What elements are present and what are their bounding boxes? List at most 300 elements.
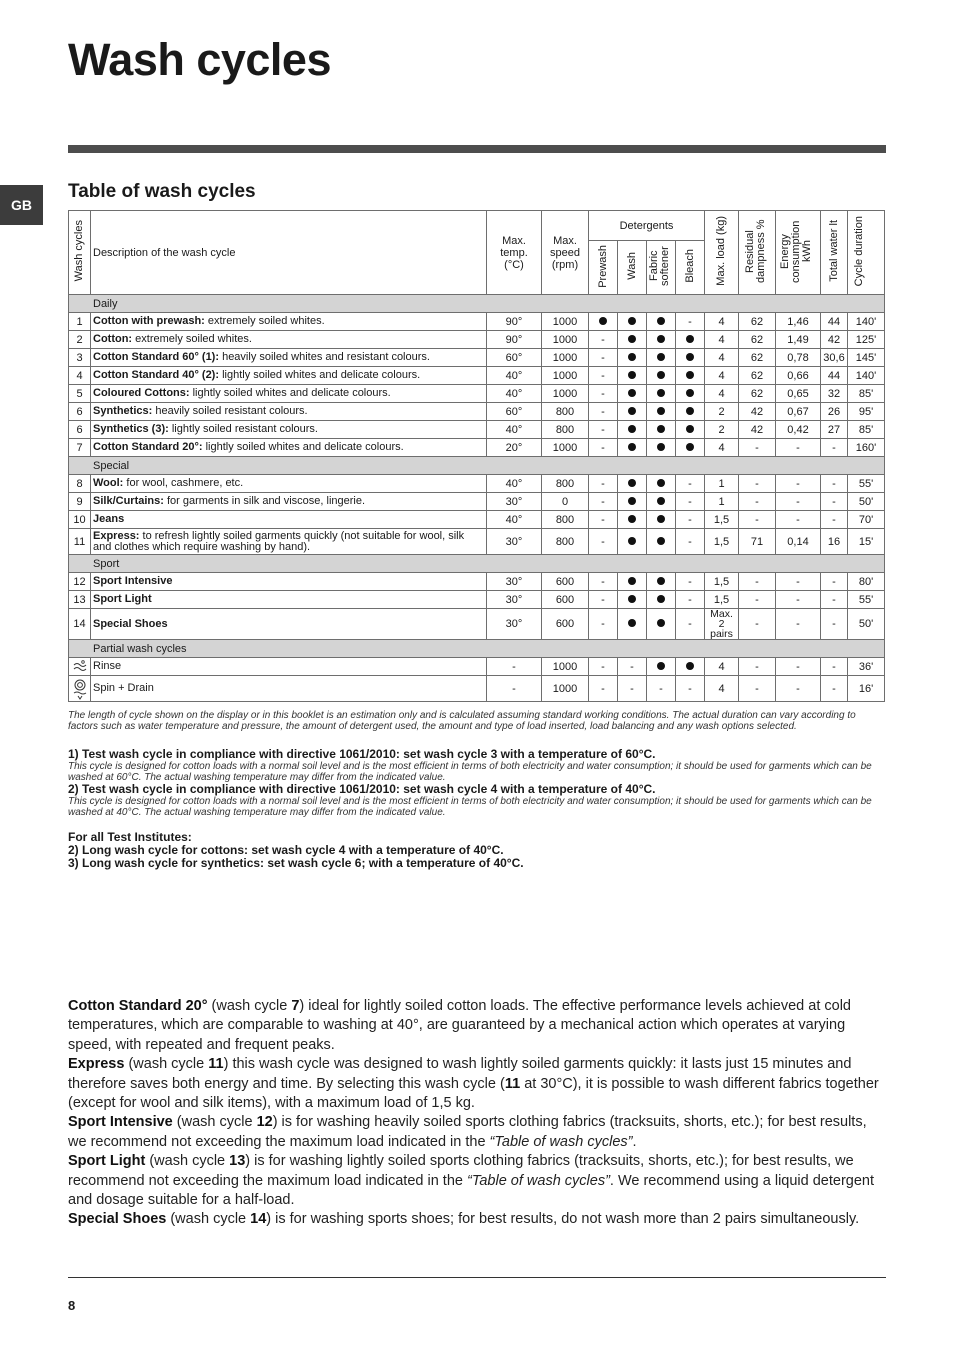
filled-dot-icon (657, 515, 665, 523)
cell-wash (618, 511, 647, 529)
cell-description: Cotton Standard 20°: lightly soiled whites and delicate colours. (91, 439, 487, 457)
cell-max-load: 2 (705, 421, 739, 439)
table-row (69, 493, 885, 511)
cell-cycle-duration: 50' (848, 493, 885, 511)
cell-energy: - (776, 439, 821, 457)
cell-max-temp: - (487, 676, 542, 702)
cell-cycle-number: 8 (69, 475, 91, 493)
category-label: Sport (69, 555, 885, 573)
cell-wash (618, 385, 647, 403)
cell-fabric-softener (647, 367, 676, 385)
filled-dot-icon (628, 577, 636, 585)
cell-max-speed: 1000 (542, 676, 589, 702)
header-bleach: Bleach (676, 241, 705, 295)
cell-prewash: - (589, 511, 618, 529)
table-row (69, 609, 885, 640)
cycle-descriptions (68, 997, 886, 1230)
cell-wash (618, 609, 647, 640)
cell-energy: 0,42 (776, 421, 821, 439)
filled-dot-icon (686, 407, 694, 415)
cell-max-speed: 1000 (542, 367, 589, 385)
table-row (69, 511, 885, 529)
cell-max-speed: 1000 (542, 385, 589, 403)
cell-fabric-softener (647, 609, 676, 640)
cell-cycle-duration: 160' (848, 439, 885, 457)
language-tab[interactable]: GB (0, 185, 43, 225)
spin-drain-icon (69, 676, 91, 702)
cell-description: Cotton: extremely soiled whites. (91, 331, 487, 349)
cell-residual-dampness: - (739, 573, 776, 591)
filled-dot-icon (628, 595, 636, 603)
section-title: Table of wash cycles (68, 181, 256, 202)
cell-max-speed: 0 (542, 493, 589, 511)
cell-energy: 0,67 (776, 403, 821, 421)
cell-total-water: - (821, 658, 848, 676)
cell-wash (618, 367, 647, 385)
header-wash-cycles: Wash cycles (69, 211, 91, 295)
cell-wash (618, 331, 647, 349)
cell-fabric-softener (647, 493, 676, 511)
cell-bleach (676, 421, 705, 439)
cell-total-water: 26 (821, 403, 848, 421)
filled-dot-icon (657, 335, 665, 343)
cell-max-speed: 600 (542, 591, 589, 609)
cell-max-temp: 30° (487, 609, 542, 640)
filled-dot-icon (628, 497, 636, 505)
cell-energy: 0,78 (776, 349, 821, 367)
filled-dot-icon (628, 389, 636, 397)
cell-fabric-softener (647, 385, 676, 403)
cell-description: Synthetics: heavily soiled resistant colours. (91, 403, 487, 421)
header-fabric-softener: Fabric softener (647, 241, 676, 295)
cell-max-speed: 1000 (542, 349, 589, 367)
cell-bleach: - (676, 511, 705, 529)
cell-cycle-duration: 15' (848, 529, 885, 555)
cell-residual-dampness: - (739, 511, 776, 529)
filled-dot-icon (686, 425, 694, 433)
filled-dot-icon (628, 443, 636, 451)
cell-description: Cotton Standard 40° (2): lightly soiled whites and delicate colours. (91, 367, 487, 385)
cell-max-temp: - (487, 658, 542, 676)
cell-energy: - (776, 609, 821, 640)
cell-max-speed: 800 (542, 529, 589, 555)
cell-total-water: 32 (821, 385, 848, 403)
test-institutes (68, 831, 886, 870)
cell-prewash: - (589, 403, 618, 421)
cell-fabric-softener (647, 331, 676, 349)
cell-prewash: - (589, 421, 618, 439)
cell-max-temp: 40° (487, 511, 542, 529)
filled-dot-icon (657, 497, 665, 505)
cell-residual-dampness: - (739, 676, 776, 702)
cell-bleach: - (676, 493, 705, 511)
desc-express: Express (wash cycle 11) this wash cycle was designed to wash lightly soiled garments quickly: it lasts just 15 minutes and therefore saves both energy and time. By selecting this wash cycle (11 at 30°C), it is possible to wash different fabrics together (except for wool and silk items), with a maximum load of 1,5 kg. (68, 1056, 879, 1112)
cell-description: Rinse (91, 658, 487, 676)
cell-max-load: 1 (705, 475, 739, 493)
cell-fabric-softener (647, 403, 676, 421)
footnote-1-title: 1) Test wash cycle in compliance with directive 1061/2010: set wash cycle 3 with a temperature of 60°C. (68, 747, 656, 761)
cell-cycle-duration: 16' (848, 676, 885, 702)
cell-fabric-softener (647, 421, 676, 439)
cell-max-temp: 20° (487, 439, 542, 457)
cell-description: Special Shoes (91, 609, 487, 640)
cell-residual-dampness: 71 (739, 529, 776, 555)
cell-prewash: - (589, 609, 618, 640)
filled-dot-icon (628, 317, 636, 325)
cell-wash (618, 573, 647, 591)
cell-max-temp: 30° (487, 493, 542, 511)
cell-bleach (676, 331, 705, 349)
cell-max-speed: 1000 (542, 658, 589, 676)
cell-max-temp: 30° (487, 529, 542, 555)
cell-bleach: - (676, 529, 705, 555)
footnote-1-desc: This cycle is designed for cotton loads with a normal soil level and is the most efficient in terms of both electricity and water consumption; it should be used for garments which can be washed at 60°C. The actual washing temperature may differ from the indicated value. (68, 761, 872, 783)
cell-max-load: 4 (705, 349, 739, 367)
filled-dot-icon (657, 537, 665, 545)
cell-max-load: 4 (705, 439, 739, 457)
cell-prewash: - (589, 573, 618, 591)
filled-dot-icon (657, 353, 665, 361)
cell-bleach: - (676, 676, 705, 702)
header-description: Description of the wash cycle (91, 211, 487, 295)
cell-max-load: Max. 2 pairs (705, 609, 739, 640)
cell-residual-dampness: - (739, 658, 776, 676)
cell-cycle-duration: 85' (848, 421, 885, 439)
cell-description: Spin + Drain (91, 676, 487, 702)
cell-max-load: 4 (705, 367, 739, 385)
cell-energy: 1,46 (776, 313, 821, 331)
cell-cycle-number: 14 (69, 609, 91, 640)
cell-wash (618, 313, 647, 331)
cell-total-water: - (821, 573, 848, 591)
cell-cycle-duration: 125' (848, 331, 885, 349)
desc-special-shoes: Special Shoes (wash cycle 14) is for washing sports shoes; for best results, do not wash more than 2 pairs simultaneously. (68, 1211, 860, 1228)
cell-prewash: - (589, 475, 618, 493)
cell-description: Cotton with prewash: extremely soiled whites. (91, 313, 487, 331)
cell-fabric-softener (647, 529, 676, 555)
cell-residual-dampness: - (739, 609, 776, 640)
cell-max-temp: 60° (487, 403, 542, 421)
cell-cycle-number: 2 (69, 331, 91, 349)
cell-energy: 1,49 (776, 331, 821, 349)
cell-cycle-number: 1 (69, 313, 91, 331)
cell-total-water: - (821, 511, 848, 529)
cell-cycle-duration: 80' (848, 573, 885, 591)
cell-total-water: - (821, 609, 848, 640)
filled-dot-icon (686, 371, 694, 379)
cell-fabric-softener: - (647, 676, 676, 702)
header-detergents: Detergents (589, 211, 705, 241)
cell-max-temp: 40° (487, 475, 542, 493)
filled-dot-icon (657, 443, 665, 451)
category-row-special (69, 457, 885, 475)
cell-total-water: 16 (821, 529, 848, 555)
cell-max-load: 1,5 (705, 573, 739, 591)
cell-bleach (676, 439, 705, 457)
cell-description: Sport Intensive (91, 573, 487, 591)
table-row (69, 591, 885, 609)
cell-cycle-duration: 85' (848, 385, 885, 403)
cell-cycle-duration: 95' (848, 403, 885, 421)
table-row (69, 349, 885, 367)
cell-max-load: 4 (705, 331, 739, 349)
cell-cycle-duration: 55' (848, 475, 885, 493)
cell-total-water: 44 (821, 313, 848, 331)
filled-dot-icon (657, 619, 665, 627)
header-energy: Energy consumption kWh (776, 211, 821, 295)
wash-cycles-table (68, 210, 885, 702)
top-divider (68, 145, 886, 153)
table-row (69, 313, 885, 331)
cell-residual-dampness: 62 (739, 349, 776, 367)
test-institutes-title: For all Test Institutes: (68, 830, 192, 844)
cell-total-water: 27 (821, 421, 848, 439)
filled-dot-icon (599, 317, 607, 325)
cell-wash (618, 403, 647, 421)
cell-max-speed: 800 (542, 403, 589, 421)
bottom-divider (68, 1277, 886, 1278)
cell-total-water: 30,6 (821, 349, 848, 367)
table-row (69, 367, 885, 385)
cell-bleach: - (676, 609, 705, 640)
filled-dot-icon (657, 407, 665, 415)
cell-description: Synthetics (3): lightly soiled resistant colours. (91, 421, 487, 439)
cell-max-load: 1 (705, 493, 739, 511)
filled-dot-icon (628, 335, 636, 343)
cell-bleach: - (676, 475, 705, 493)
cell-max-speed: 1000 (542, 439, 589, 457)
table-row (69, 475, 885, 493)
filled-dot-icon (628, 353, 636, 361)
cell-bleach (676, 658, 705, 676)
cell-fabric-softener (647, 573, 676, 591)
test-institutes-line-2: 3) Long wash cycle for synthetics: set wash cycle 6; with a temperature of 40°C. (68, 856, 524, 870)
cell-wash (618, 591, 647, 609)
header-max-speed: Max. speed (rpm) (542, 211, 589, 295)
header-prewash: Prewash (589, 241, 618, 295)
cell-cycle-duration: 50' (848, 609, 885, 640)
cell-residual-dampness: 42 (739, 403, 776, 421)
cell-description: Sport Light (91, 591, 487, 609)
header-cycle-duration: Cycle duration (848, 211, 885, 295)
cell-cycle-number: 13 (69, 591, 91, 609)
cell-max-load: 4 (705, 676, 739, 702)
cell-prewash: - (589, 439, 618, 457)
filled-dot-icon (628, 619, 636, 627)
category-row-partial (69, 640, 885, 658)
cell-fabric-softener (647, 591, 676, 609)
cell-prewash: - (589, 529, 618, 555)
cell-description: Wool: for wool, cashmere, etc. (91, 475, 487, 493)
cell-bleach: - (676, 313, 705, 331)
cell-cycle-number: 3 (69, 349, 91, 367)
table-row (69, 529, 885, 555)
desc-sport-light: Sport Light (wash cycle 13) is for washing lightly soiled sports clothing fabrics (tracksuits, shorts, etc.); for best results, we recommend not exceeding the maximum load indicated in the “Table of wash cycles”. We recommend using a liquid detergent and dosage suitable for a half-load. (68, 1153, 875, 1209)
cell-total-water: - (821, 676, 848, 702)
cell-wash: - (618, 658, 647, 676)
filled-dot-icon (686, 443, 694, 451)
cell-bleach: - (676, 573, 705, 591)
header-total-water: Total water lt (821, 211, 848, 295)
cell-fabric-softener (647, 439, 676, 457)
cell-wash (618, 475, 647, 493)
cell-residual-dampness: - (739, 439, 776, 457)
cell-fabric-softener (647, 658, 676, 676)
cell-cycle-duration: 55' (848, 591, 885, 609)
cell-energy: - (776, 511, 821, 529)
cell-max-speed: 600 (542, 609, 589, 640)
cell-max-load: 4 (705, 385, 739, 403)
filled-dot-icon (657, 389, 665, 397)
cell-max-load: 2 (705, 403, 739, 421)
table-row (69, 385, 885, 403)
cell-description: Jeans (91, 511, 487, 529)
cell-description: Coloured Cottons: lightly soiled whites and delicate colours. (91, 385, 487, 403)
desc-cotton-standard-20: Cotton Standard 20° (wash cycle 7) ideal for lightly soiled cotton loads. The effective performance levels achieved at cold temperatures, which are comparable to washing at 40°, are guaranteed by a mechanical action which operates at varying speed, with repeated and frequent peaks. (68, 998, 851, 1053)
cell-energy: - (776, 493, 821, 511)
cell-energy: - (776, 475, 821, 493)
duration-note: The length of cycle shown on the display or in this booklet is an estimation only and is calculated assuming standard working conditions. The actual duration can vary according to factors such as water temperature and pressure, the amount of detergent used, the amount and type of load inserted, load balancing and any wash options selected. (68, 710, 856, 732)
category-row-daily (69, 295, 885, 313)
table-row (69, 676, 885, 702)
filled-dot-icon (628, 479, 636, 487)
cell-bleach (676, 349, 705, 367)
category-label: Special (69, 457, 885, 475)
cell-cycle-number: 10 (69, 511, 91, 529)
header-residual-dampness: Residual dampness % (739, 211, 776, 295)
page-number: 8 (68, 1298, 76, 1313)
cell-max-speed: 1000 (542, 313, 589, 331)
cell-wash (618, 421, 647, 439)
cell-energy: 0,65 (776, 385, 821, 403)
cell-prewash: - (589, 658, 618, 676)
table-row (69, 403, 885, 421)
filled-dot-icon (657, 577, 665, 585)
cell-cycle-number: 12 (69, 573, 91, 591)
cell-fabric-softener (647, 475, 676, 493)
category-label: Partial wash cycles (69, 640, 885, 658)
cell-max-temp: 30° (487, 573, 542, 591)
cell-prewash: - (589, 331, 618, 349)
cell-max-speed: 800 (542, 511, 589, 529)
cell-prewash: - (589, 349, 618, 367)
cell-max-speed: 800 (542, 421, 589, 439)
filled-dot-icon (657, 425, 665, 433)
filled-dot-icon (686, 662, 694, 670)
cell-max-temp: 60° (487, 349, 542, 367)
cell-bleach: - (676, 591, 705, 609)
cell-total-water: - (821, 439, 848, 457)
cell-description: Express: to refresh lightly soiled garments quickly (not suitable for wool, silk and clothes which require washing by hand). (91, 529, 487, 555)
cell-cycle-number: 7 (69, 439, 91, 457)
cell-total-water: - (821, 591, 848, 609)
cell-wash (618, 529, 647, 555)
cell-description: Silk/Curtains: for garments in silk and viscose, lingerie. (91, 493, 487, 511)
filled-dot-icon (686, 389, 694, 397)
table-row (69, 573, 885, 591)
category-label: Daily (69, 295, 885, 313)
filled-dot-icon (628, 425, 636, 433)
rinse-icon (69, 658, 91, 676)
cell-bleach (676, 403, 705, 421)
filled-dot-icon (628, 371, 636, 379)
cell-residual-dampness: 42 (739, 421, 776, 439)
cell-energy: 0,14 (776, 529, 821, 555)
filled-dot-icon (657, 371, 665, 379)
cell-energy: 0,66 (776, 367, 821, 385)
cell-bleach (676, 385, 705, 403)
cell-max-speed: 1000 (542, 331, 589, 349)
cell-prewash: - (589, 591, 618, 609)
cell-max-speed: 600 (542, 573, 589, 591)
cell-total-water: 44 (821, 367, 848, 385)
table-row (69, 439, 885, 457)
cell-total-water: 42 (821, 331, 848, 349)
cell-cycle-duration: 140' (848, 313, 885, 331)
cell-max-load: 1,5 (705, 591, 739, 609)
cell-wash (618, 439, 647, 457)
header-max-temp: Max. temp. (°C) (487, 211, 542, 295)
cell-max-load: 4 (705, 313, 739, 331)
cell-residual-dampness: - (739, 493, 776, 511)
cell-bleach (676, 367, 705, 385)
table-row (69, 421, 885, 439)
cell-cycle-duration: 140' (848, 367, 885, 385)
cell-cycle-duration: 70' (848, 511, 885, 529)
cell-max-load: 1,5 (705, 529, 739, 555)
footnote-1 (68, 748, 886, 783)
cell-cycle-number: 4 (69, 367, 91, 385)
filled-dot-icon (686, 353, 694, 361)
cell-total-water: - (821, 493, 848, 511)
cell-energy: - (776, 573, 821, 591)
table-row (69, 658, 885, 676)
cell-residual-dampness: 62 (739, 385, 776, 403)
cell-max-temp: 40° (487, 385, 542, 403)
test-institutes-line-1: 2) Long wash cycle for cottons: set wash cycle 4 with a temperature of 40°C. (68, 843, 504, 857)
cell-residual-dampness: - (739, 475, 776, 493)
cell-description: Cotton Standard 60° (1): heavily soiled whites and resistant colours. (91, 349, 487, 367)
cell-fabric-softener (647, 511, 676, 529)
cell-max-temp: 40° (487, 367, 542, 385)
filled-dot-icon (628, 407, 636, 415)
cell-total-water: - (821, 475, 848, 493)
cell-residual-dampness: 62 (739, 331, 776, 349)
cell-max-speed: 800 (542, 475, 589, 493)
cell-max-temp: 30° (487, 591, 542, 609)
footnote-2-desc: This cycle is designed for cotton loads with a normal soil level and is the most efficient in terms of both electricity and water consumption; it should be used for garments which can be washed at 40°C. The actual washing temperature may differ from the indicated value. (68, 796, 872, 818)
cell-fabric-softener (647, 349, 676, 367)
filled-dot-icon (657, 662, 665, 670)
cell-fabric-softener (647, 313, 676, 331)
cell-cycle-duration: 145' (848, 349, 885, 367)
cell-prewash: - (589, 385, 618, 403)
footnote-2-title: 2) Test wash cycle in compliance with directive 1061/2010: set wash cycle 4 with a temperature of 40°C. (68, 782, 656, 796)
cell-cycle-number: 9 (69, 493, 91, 511)
category-row-sport (69, 555, 885, 573)
cell-max-load: 1,5 (705, 511, 739, 529)
table-row (69, 331, 885, 349)
cell-residual-dampness: 62 (739, 313, 776, 331)
header-wash: Wash (618, 241, 647, 295)
page-title: Wash cycles (68, 34, 331, 85)
footnote-2 (68, 783, 886, 818)
filled-dot-icon (628, 537, 636, 545)
cell-cycle-number: 6 (69, 421, 91, 439)
cell-wash: - (618, 676, 647, 702)
cell-max-temp: 90° (487, 331, 542, 349)
cell-residual-dampness: 62 (739, 367, 776, 385)
